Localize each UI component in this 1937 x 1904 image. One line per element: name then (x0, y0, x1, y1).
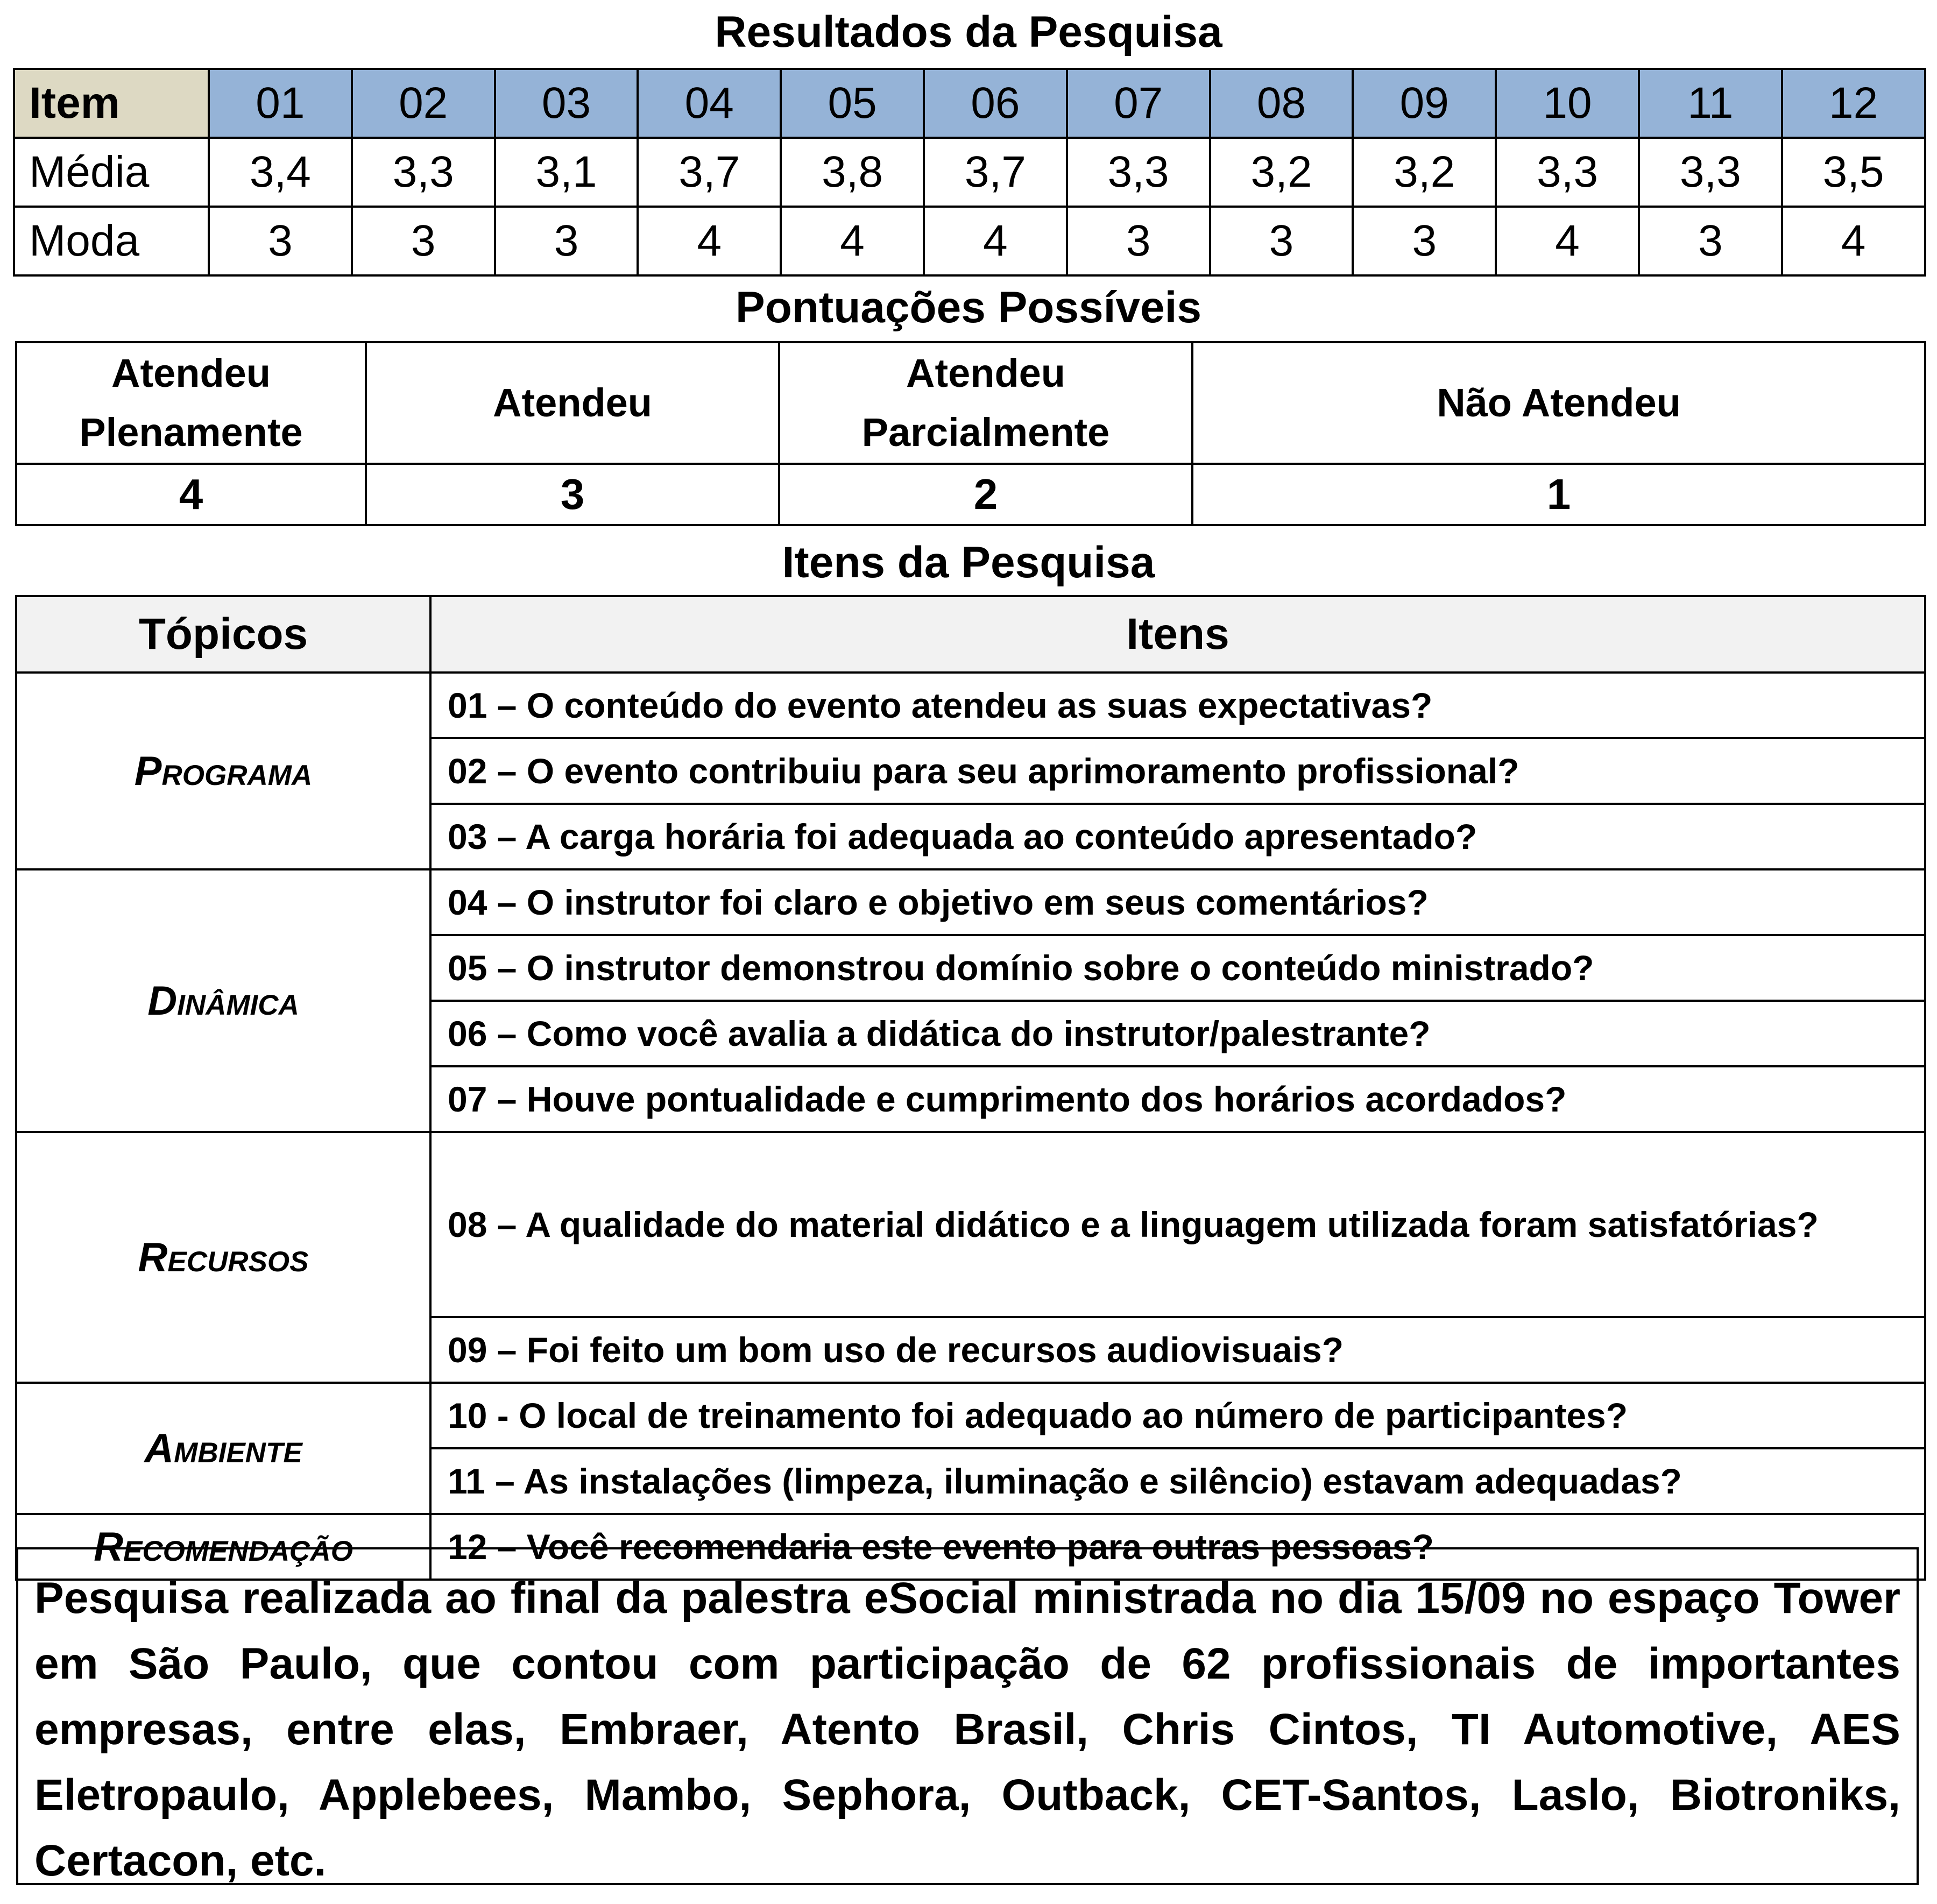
score-value: 3 (366, 464, 779, 525)
score-label-line: Não Atendeu (1437, 380, 1681, 425)
survey-title: Itens da Pesquisa (782, 538, 1155, 587)
moda-value: 3 (1210, 207, 1353, 275)
item-number: 11 (1639, 69, 1782, 138)
survey-item: 07 – Houve pontualidade e cumprimento dos horários acordados? (430, 1066, 1925, 1132)
item-number: 03 (495, 69, 638, 138)
moda-value: 3 (352, 207, 495, 275)
item-number: 09 (1353, 69, 1496, 138)
scores-label-row (16, 342, 1925, 464)
score-label-nao-atendeu (1192, 342, 1925, 464)
score-label-line: Plenamente (79, 410, 303, 455)
topic-recomendacao: Recomendação (16, 1514, 430, 1580)
table-row (16, 869, 1925, 935)
score-value: 2 (779, 464, 1192, 525)
survey-item: 08 – A qualidade do material didático e a linguagem utilizada foram satisfatórias? (430, 1132, 1925, 1317)
topic-programa: Programa (16, 673, 430, 869)
results-table (13, 68, 1926, 277)
survey-item: 09 – Foi feito um bom uso de recursos audiovisuais? (430, 1317, 1925, 1383)
score-label-line: Atendeu (493, 380, 652, 425)
moda-value: 3 (495, 207, 638, 275)
media-row (14, 138, 1925, 207)
moda-value: 3 (209, 207, 352, 275)
items-column-header: Itens (430, 596, 1925, 673)
moda-value: 3 (1639, 207, 1782, 275)
results-title: Resultados da Pesquisa (715, 8, 1222, 56)
media-value: 3,8 (781, 138, 924, 207)
moda-value: 4 (924, 207, 1067, 275)
survey-item: 01 – O conteúdo do evento atendeu as suas expectativas? (430, 673, 1925, 738)
topics-column-header: Tópicos (16, 596, 430, 673)
item-number: 08 (1210, 69, 1353, 138)
score-value: 4 (16, 464, 366, 525)
survey-item: 11 – As instalações (limpeza, iluminação e silêncio) estavam adequadas? (430, 1448, 1925, 1514)
moda-row (14, 207, 1925, 275)
media-value: 3,2 (1353, 138, 1496, 207)
item-number: 01 (209, 69, 352, 138)
media-value: 3,4 (209, 138, 352, 207)
survey-item: 04 – O instrutor foi claro e objetivo em seus comentários? (430, 869, 1925, 935)
event-note-box (16, 1547, 1919, 1885)
score-label-line: Atendeu (111, 351, 271, 395)
topic-dinamica: Dinâmica (16, 869, 430, 1132)
moda-value: 4 (638, 207, 781, 275)
survey-item: 02 – O evento contribuiu para seu aprimoramento profissional? (430, 738, 1925, 804)
moda-value: 3 (1353, 207, 1496, 275)
topic-recursos: Recursos (16, 1132, 430, 1383)
media-value: 3,7 (924, 138, 1067, 207)
media-value: 3,1 (495, 138, 638, 207)
survey-item: 03 – A carga horária foi adequada ao conteúdo apresentado? (430, 804, 1925, 869)
item-number: 12 (1782, 69, 1925, 138)
survey-item: 06 – Como você avalia a didática do instrutor/palestrante? (430, 1001, 1925, 1066)
media-value: 3,2 (1210, 138, 1353, 207)
score-label-atendeu (366, 342, 779, 464)
item-number: 06 (924, 69, 1067, 138)
survey-item: 05 – O instrutor demonstrou domínio sobre o conteúdo ministrado? (430, 935, 1925, 1001)
moda-value: 3 (1067, 207, 1210, 275)
media-value: 3,7 (638, 138, 781, 207)
score-label-plenamente (16, 342, 366, 464)
media-label: Média (14, 138, 209, 207)
score-label-parcialmente (779, 342, 1192, 464)
moda-value: 4 (1496, 207, 1639, 275)
moda-value: 4 (1782, 207, 1925, 275)
media-value: 3,3 (352, 138, 495, 207)
results-header-row (14, 69, 1925, 138)
score-value: 1 (1192, 464, 1925, 525)
item-header-label: Item (14, 69, 209, 138)
scores-table (15, 341, 1926, 526)
scores-value-row (16, 464, 1925, 525)
media-value: 3,3 (1067, 138, 1210, 207)
table-row (16, 1132, 1925, 1317)
score-label-line: Parcialmente (861, 410, 1110, 455)
item-number: 02 (352, 69, 495, 138)
topic-ambiente: Ambiente (16, 1383, 430, 1514)
moda-value: 4 (781, 207, 924, 275)
event-note-text: Pesquisa realizada ao final da palestra eSocial ministrada no dia 15/09 no espaço Tower em São Paulo, que contou com participação de 62 profissionais de importantes empresas, entre elas, Embraer, Atento Brasil, Chris Cintos, TI Automotive, AES Eletropaulo, Applebees, Mambo, Sephora, Outback, CET-Santos, Laslo, Biotroniks, Certacon, etc. (34, 1574, 1900, 1885)
media-value: 3,3 (1496, 138, 1639, 207)
survey-item: 10 - O local de treinamento foi adequado ao número de participantes? (430, 1383, 1925, 1448)
survey-item: 12 – Você recomendaria este evento para outras pessoas? (430, 1514, 1925, 1580)
media-value: 3,3 (1639, 138, 1782, 207)
moda-label: Moda (14, 207, 209, 275)
scores-title: Pontuações Possíveis (736, 283, 1201, 332)
item-number: 04 (638, 69, 781, 138)
table-row (16, 673, 1925, 738)
media-value: 3,5 (1782, 138, 1925, 207)
score-label-line: Atendeu (906, 351, 1065, 395)
item-number: 10 (1496, 69, 1639, 138)
table-row (16, 1383, 1925, 1448)
survey-items-table (15, 595, 1926, 1581)
item-number: 05 (781, 69, 924, 138)
survey-header-row (16, 596, 1925, 673)
item-number: 07 (1067, 69, 1210, 138)
